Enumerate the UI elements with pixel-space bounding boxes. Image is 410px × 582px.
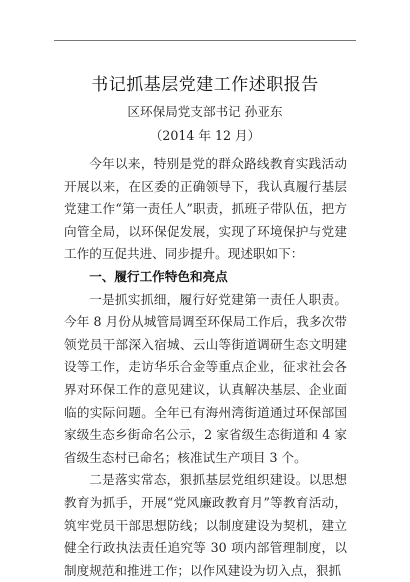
section-paragraph-2: 二是落实常态，狠抓基层党组织建设。以思想教育为抓手，开展“党风廉政教育月”等教育活动，筑牢党员干部思想防线；以制度建设为契机，建立健全行政执法责任追究等 30 项内部管理制度，以制度规范和推进工作；以作风建设为切入点，狠抓 — [64, 472, 347, 578]
section-paragraph-1: 一是抓实抓细，履行好党建第一责任人职责。今年 8 月份从城管局调至环保局工作后，我多次带领党员干部深入宿城、云山等街道调研生态文明建设等工作，走访华乐合金等重点企业，征求社会各界对环保工作的意见建议，认真解决基层、企业面临的实际问题。全年已有海州湾街道通过环保部国家级生态乡街命名公示，2 家省级生态街道和 4 家省级生态村已命名；核准试生产项目 3 个。 — [64, 291, 347, 465]
document-date: （2014 年 12 月） — [149, 128, 261, 143]
section-heading: 一、履行工作特色和亮点 — [89, 268, 228, 284]
document-body — [64, 153, 347, 582]
document-author-line: 区环保局党支部书记 孙亚东 — [127, 104, 283, 119]
intro-paragraph: 今年以来，特别是党的群众路线教育实践活动开展以来，在区委的正确领导下，我认真履行基层党建工作“第一责任人”职责，抓班子带队伍，把方向管全局，以环保促发展，实现了环境保护与党建工作的互促共进、同步提升。现述职如下： — [64, 156, 347, 262]
header-rule — [54, 40, 356, 41]
document-title: 书记抓基层党建工作述职报告 — [91, 75, 319, 95]
